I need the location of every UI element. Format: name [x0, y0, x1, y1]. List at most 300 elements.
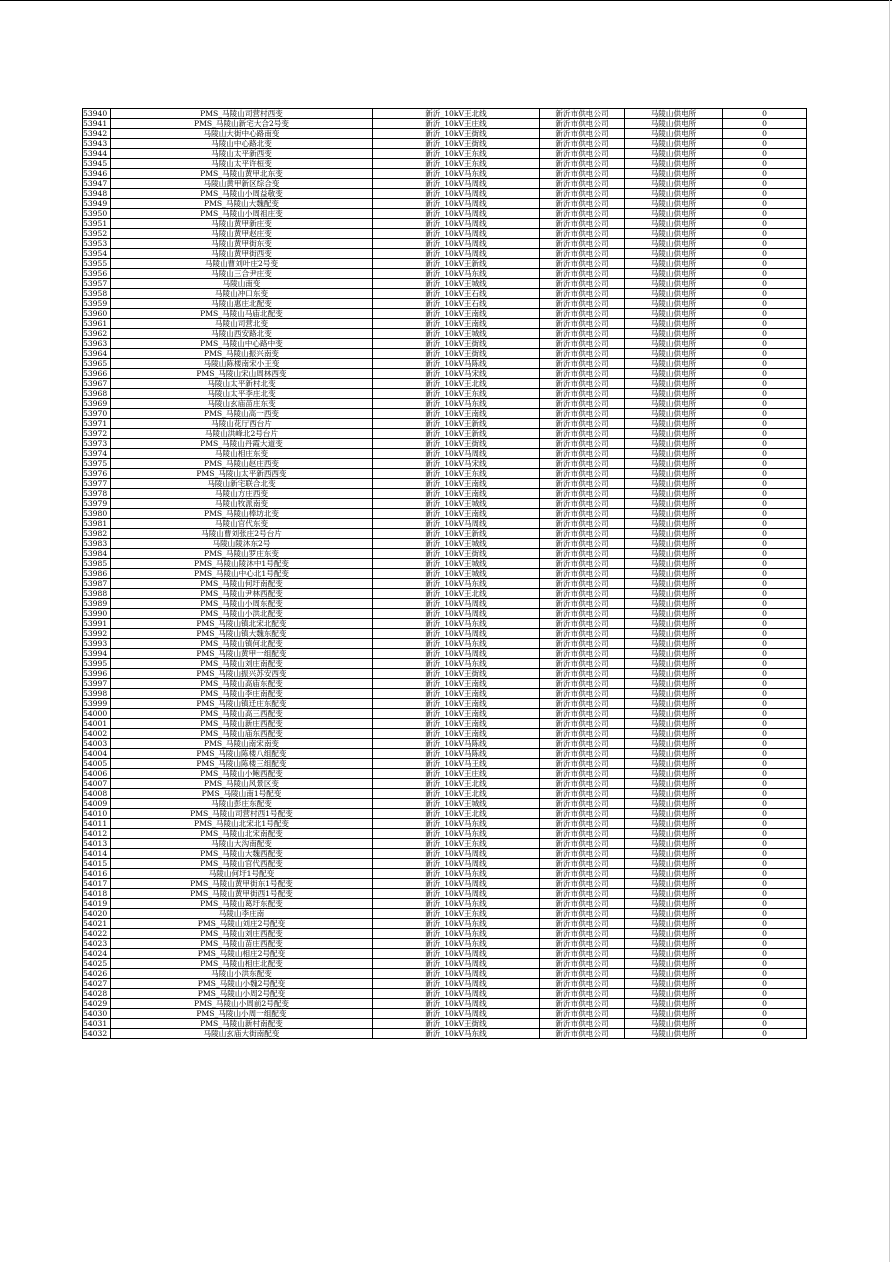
table-row: [83, 459, 807, 469]
value-cell: 0: [723, 539, 807, 549]
table-row: [83, 569, 807, 579]
feeder-line-cell: 新沂_10kV马周线: [373, 989, 540, 999]
power-station-cell: 马陵山供电所: [625, 559, 723, 569]
value-cell: 0: [723, 199, 807, 209]
value-cell: 0: [723, 639, 807, 649]
company-cell: 新沂市供电公司: [540, 129, 625, 139]
power-station-cell: 马陵山供电所: [625, 429, 723, 439]
row-id-cell: 53979: [83, 499, 111, 509]
company-cell: 新沂市供电公司: [540, 389, 625, 399]
power-station-cell: 马陵山供电所: [625, 869, 723, 879]
value-cell: 0: [723, 319, 807, 329]
value-cell: 0: [723, 409, 807, 419]
transformer-name-cell: PMS_马陵山陈楼八组配变: [111, 749, 373, 759]
transformer-name-cell: PMS_马陵山新庄西配变: [111, 719, 373, 729]
power-station-cell: 马陵山供电所: [625, 239, 723, 249]
power-station-cell: 马陵山供电所: [625, 949, 723, 959]
table-row: [83, 869, 807, 879]
value-cell: 0: [723, 599, 807, 609]
company-cell: 新沂市供电公司: [540, 949, 625, 959]
value-cell: 0: [723, 259, 807, 269]
row-id-cell: 53994: [83, 649, 111, 659]
feeder-line-cell: 新沂_10kV王城线: [373, 559, 540, 569]
power-station-cell: 马陵山供电所: [625, 799, 723, 809]
row-id-cell: 53989: [83, 599, 111, 609]
value-cell: 0: [723, 579, 807, 589]
feeder-line-cell: 新沂_10kV马周线: [373, 649, 540, 659]
feeder-line-cell: 新沂_10kV王石线: [373, 299, 540, 309]
company-cell: 新沂市供电公司: [540, 1009, 625, 1019]
row-id-cell: 53987: [83, 579, 111, 589]
row-id-cell: 53982: [83, 529, 111, 539]
company-cell: 新沂市供电公司: [540, 339, 625, 349]
row-id-cell: 54015: [83, 859, 111, 869]
value-cell: 0: [723, 699, 807, 709]
transformer-name-cell: PMS_马陵山司营村西1号配变: [111, 809, 373, 819]
company-cell: 新沂市供电公司: [540, 999, 625, 1009]
transformer-name-cell: PMS_马陵山陈楼三组配变: [111, 759, 373, 769]
transformer-name-cell: PMS_马陵山黄甲街西1号配变: [111, 889, 373, 899]
transformer-name-cell: 马陵山李庄南: [111, 909, 373, 919]
table-row: [83, 509, 807, 519]
transformer-name-cell: PMS_马陵山风景区变: [111, 779, 373, 789]
transformer-name-cell: 马陵山曹刘叶庄2号变: [111, 259, 373, 269]
power-station-cell: 马陵山供电所: [625, 879, 723, 889]
power-station-cell: 马陵山供电所: [625, 819, 723, 829]
feeder-line-cell: 新沂_10kV王北线: [373, 779, 540, 789]
transformer-name-cell: PMS_马陵山刘庄南配变: [111, 659, 373, 669]
feeder-line-cell: 新沂_10kV马东线: [373, 899, 540, 909]
transformer-name-cell: PMS_马陵山刘庄2号配变: [111, 919, 373, 929]
value-cell: 0: [723, 849, 807, 859]
feeder-line-cell: 新沂_10kV王庄线: [373, 769, 540, 779]
transformer-table: [82, 108, 807, 1039]
table-row: [83, 669, 807, 679]
transformer-name-cell: 马陵山太平许桓变: [111, 159, 373, 169]
row-id-cell: 54005: [83, 759, 111, 769]
feeder-line-cell: 新沂_10kV马周线: [373, 1009, 540, 1019]
value-cell: 0: [723, 189, 807, 199]
power-station-cell: 马陵山供电所: [625, 439, 723, 449]
company-cell: 新沂市供电公司: [540, 819, 625, 829]
power-station-cell: 马陵山供电所: [625, 489, 723, 499]
value-cell: 0: [723, 419, 807, 429]
power-station-cell: 马陵山供电所: [625, 589, 723, 599]
feeder-line-cell: 新沂_10kV王城线: [373, 499, 540, 509]
row-id-cell: 53955: [83, 259, 111, 269]
row-id-cell: 53966: [83, 369, 111, 379]
power-station-cell: 马陵山供电所: [625, 939, 723, 949]
table-row: [83, 819, 807, 829]
transformer-name-cell: PMS_马陵山赵庄西变: [111, 459, 373, 469]
table-row: [83, 959, 807, 969]
company-cell: 新沂市供电公司: [540, 669, 625, 679]
power-station-cell: 马陵山供电所: [625, 269, 723, 279]
table-row: [83, 1009, 807, 1019]
row-id-cell: 53974: [83, 449, 111, 459]
table-row: [83, 839, 807, 849]
row-id-cell: 53992: [83, 629, 111, 639]
company-cell: 新沂市供电公司: [540, 749, 625, 759]
transformer-name-cell: 马陵山黄甲赵庄变: [111, 229, 373, 239]
table-row: [83, 649, 807, 659]
feeder-line-cell: 新沂_10kV王北线: [373, 379, 540, 389]
table-row: [83, 979, 807, 989]
transformer-name-cell: PMS_马陵山小周前2号配变: [111, 999, 373, 1009]
company-cell: 新沂市供电公司: [540, 1029, 625, 1039]
row-id-cell: 54025: [83, 959, 111, 969]
power-station-cell: 马陵山供电所: [625, 359, 723, 369]
value-cell: 0: [723, 459, 807, 469]
value-cell: 0: [723, 519, 807, 529]
transformer-name-cell: PMS_马陵山镇何北配变: [111, 639, 373, 649]
table-row: [83, 739, 807, 749]
row-id-cell: 54012: [83, 829, 111, 839]
row-id-cell: 53968: [83, 389, 111, 399]
row-id-cell: 54021: [83, 919, 111, 929]
row-id-cell: 54007: [83, 779, 111, 789]
transformer-name-cell: PMS_马陵山葛圩东配变: [111, 899, 373, 909]
table-row: [83, 879, 807, 889]
power-station-cell: 马陵山供电所: [625, 459, 723, 469]
transformer-name-cell: 马陵山玄庙大街南配变: [111, 1029, 373, 1039]
table-row: [83, 479, 807, 489]
row-id-cell: 54024: [83, 949, 111, 959]
value-cell: 0: [723, 949, 807, 959]
table-row: [83, 589, 807, 599]
company-cell: 新沂市供电公司: [540, 189, 625, 199]
feeder-line-cell: 新沂_10kV王南线: [373, 409, 540, 419]
row-id-cell: 53988: [83, 589, 111, 599]
row-id-cell: 54014: [83, 849, 111, 859]
value-cell: 0: [723, 959, 807, 969]
feeder-line-cell: 新沂_10kV王街线: [373, 1019, 540, 1029]
power-station-cell: 马陵山供电所: [625, 599, 723, 609]
table-body: [83, 109, 807, 1039]
company-cell: 新沂市供电公司: [540, 969, 625, 979]
power-station-cell: 马陵山供电所: [625, 399, 723, 409]
value-cell: 0: [723, 429, 807, 439]
value-cell: 0: [723, 139, 807, 149]
value-cell: 0: [723, 919, 807, 929]
row-id-cell: 53947: [83, 179, 111, 189]
power-station-cell: 马陵山供电所: [625, 849, 723, 859]
company-cell: 新沂市供电公司: [540, 119, 625, 129]
feeder-line-cell: 新沂_10kV马周线: [373, 209, 540, 219]
value-cell: 0: [723, 1009, 807, 1019]
table-row: [83, 399, 807, 409]
power-station-cell: 马陵山供电所: [625, 539, 723, 549]
company-cell: 新沂市供电公司: [540, 359, 625, 369]
company-cell: 新沂市供电公司: [540, 709, 625, 719]
company-cell: 新沂市供电公司: [540, 849, 625, 859]
transformer-name-cell: PMS_马陵山司营村西变: [111, 109, 373, 119]
value-cell: 0: [723, 129, 807, 139]
value-cell: 0: [723, 679, 807, 689]
company-cell: 新沂市供电公司: [540, 739, 625, 749]
feeder-line-cell: 新沂_10kV马周线: [373, 179, 540, 189]
transformer-name-cell: PMS_马陵山宋山周林西变: [111, 369, 373, 379]
feeder-line-cell: 新沂_10kV王南线: [373, 679, 540, 689]
feeder-line-cell: 新沂_10kV王东线: [373, 159, 540, 169]
company-cell: 新沂市供电公司: [540, 769, 625, 779]
feeder-line-cell: 新沂_10kV王街线: [373, 669, 540, 679]
table-row: [83, 249, 807, 259]
value-cell: 0: [723, 179, 807, 189]
value-cell: 0: [723, 399, 807, 409]
feeder-line-cell: 新沂_10kV王南线: [373, 719, 540, 729]
table-row: [83, 989, 807, 999]
power-station-cell: 马陵山供电所: [625, 579, 723, 589]
value-cell: 0: [723, 119, 807, 129]
row-id-cell: 54001: [83, 719, 111, 729]
row-id-cell: 53993: [83, 639, 111, 649]
feeder-line-cell: 新沂_10kV马东线: [373, 399, 540, 409]
value-cell: 0: [723, 869, 807, 879]
row-id-cell: 53952: [83, 229, 111, 239]
power-station-cell: 马陵山供电所: [625, 979, 723, 989]
transformer-name-cell: 马陵山冲口东变: [111, 289, 373, 299]
feeder-line-cell: 新沂_10kV马周线: [373, 199, 540, 209]
transformer-name-cell: PMS_马陵山大魏西配变: [111, 849, 373, 859]
transformer-name-cell: PMS_马陵山大魏配变: [111, 199, 373, 209]
value-cell: 0: [723, 299, 807, 309]
row-id-cell: 53949: [83, 199, 111, 209]
row-id-cell: 53945: [83, 159, 111, 169]
feeder-line-cell: 新沂_10kV王南线: [373, 709, 540, 719]
transformer-name-cell: 马陵山大街中心路南变: [111, 129, 373, 139]
company-cell: 新沂市供电公司: [540, 809, 625, 819]
row-id-cell: 54013: [83, 839, 111, 849]
value-cell: 0: [723, 329, 807, 339]
company-cell: 新沂市供电公司: [540, 1019, 625, 1029]
power-station-cell: 马陵山供电所: [625, 809, 723, 819]
transformer-name-cell: PMS_马陵山中心路中变: [111, 339, 373, 349]
table-row: [83, 289, 807, 299]
transformer-name-cell: 马陵山黄甲新庄变: [111, 219, 373, 229]
feeder-line-cell: 新沂_10kV马周线: [373, 189, 540, 199]
company-cell: 新沂市供电公司: [540, 219, 625, 229]
transformer-name-cell: 马陵山小洪东配变: [111, 969, 373, 979]
row-id-cell: 54020: [83, 909, 111, 919]
transformer-name-cell: PMS_马陵山新村南配变: [111, 1019, 373, 1029]
row-id-cell: 53948: [83, 189, 111, 199]
table-row: [83, 579, 807, 589]
company-cell: 新沂市供电公司: [540, 489, 625, 499]
company-cell: 新沂市供电公司: [540, 659, 625, 669]
transformer-name-cell: PMS_马陵山小周祖庄变: [111, 209, 373, 219]
value-cell: 0: [723, 999, 807, 1009]
value-cell: 0: [723, 899, 807, 909]
transformer-name-cell: 马陵山黄甲街东变: [111, 239, 373, 249]
value-cell: 0: [723, 769, 807, 779]
feeder-line-cell: 新沂_10kV马周线: [373, 519, 540, 529]
company-cell: 新沂市供电公司: [540, 139, 625, 149]
feeder-line-cell: 新沂_10kV马周线: [373, 889, 540, 899]
value-cell: 0: [723, 789, 807, 799]
power-station-cell: 马陵山供电所: [625, 909, 723, 919]
power-station-cell: 马陵山供电所: [625, 179, 723, 189]
feeder-line-cell: 新沂_10kV王城线: [373, 569, 540, 579]
feeder-line-cell: 新沂_10kV王街线: [373, 549, 540, 559]
feeder-line-cell: 新沂_10kV马东线: [373, 819, 540, 829]
power-station-cell: 马陵山供电所: [625, 629, 723, 639]
feeder-line-cell: 新沂_10kV王南线: [373, 729, 540, 739]
transformer-name-cell: PMS_马陵山振兴苏安西变: [111, 669, 373, 679]
row-id-cell: 53980: [83, 509, 111, 519]
transformer-name-cell: PMS_马陵山马庙北配变: [111, 309, 373, 319]
power-station-cell: 马陵山供电所: [625, 829, 723, 839]
power-station-cell: 马陵山供电所: [625, 959, 723, 969]
table-row: [83, 939, 807, 949]
transformer-name-cell: PMS_马陵山南宋南变: [111, 739, 373, 749]
table-row: [83, 439, 807, 449]
transformer-name-cell: PMS_马陵山小周益敬变: [111, 189, 373, 199]
feeder-line-cell: 新沂_10kV王南线: [373, 479, 540, 489]
power-station-cell: 马陵山供电所: [625, 279, 723, 289]
value-cell: 0: [723, 379, 807, 389]
transformer-name-cell: PMS_马陵山相庄2号配变: [111, 949, 373, 959]
company-cell: 新沂市供电公司: [540, 479, 625, 489]
feeder-line-cell: 新沂_10kV王石线: [373, 289, 540, 299]
value-cell: 0: [723, 589, 807, 599]
power-station-cell: 马陵山供电所: [625, 839, 723, 849]
feeder-line-cell: 新沂_10kV马陈线: [373, 739, 540, 749]
value-cell: 0: [723, 669, 807, 679]
table-row: [83, 109, 807, 119]
power-station-cell: 马陵山供电所: [625, 199, 723, 209]
feeder-line-cell: 新沂_10kV王南线: [373, 489, 540, 499]
company-cell: 新沂市供电公司: [540, 319, 625, 329]
transformer-name-cell: PMS_马陵山尹林西配变: [111, 589, 373, 599]
transformer-name-cell: PMS_马陵山黄甲一组配变: [111, 649, 373, 659]
feeder-line-cell: 新沂_10kV王东线: [373, 839, 540, 849]
row-id-cell: 54016: [83, 869, 111, 879]
power-station-cell: 马陵山供电所: [625, 689, 723, 699]
value-cell: 0: [723, 469, 807, 479]
value-cell: 0: [723, 749, 807, 759]
company-cell: 新沂市供电公司: [540, 439, 625, 449]
power-station-cell: 马陵山供电所: [625, 759, 723, 769]
table-row: [83, 539, 807, 549]
row-id-cell: 53967: [83, 379, 111, 389]
power-station-cell: 马陵山供电所: [625, 309, 723, 319]
transformer-name-cell: PMS_马陵山小洪北配变: [111, 609, 373, 619]
transformer-name-cell: 马陵山玄庙苗庄东变: [111, 399, 373, 409]
company-cell: 新沂市供电公司: [540, 539, 625, 549]
row-id-cell: 54000: [83, 709, 111, 719]
company-cell: 新沂市供电公司: [540, 239, 625, 249]
transformer-name-cell: PMS_马陵山振兴南变: [111, 349, 373, 359]
value-cell: 0: [723, 109, 807, 119]
transformer-name-cell: PMS_马陵山南1号配变: [111, 789, 373, 799]
company-cell: 新沂市供电公司: [540, 719, 625, 729]
company-cell: 新沂市供电公司: [540, 899, 625, 909]
value-cell: 0: [723, 269, 807, 279]
company-cell: 新沂市供电公司: [540, 109, 625, 119]
value-cell: 0: [723, 509, 807, 519]
power-station-cell: 马陵山供电所: [625, 769, 723, 779]
value-cell: 0: [723, 889, 807, 899]
table-row: [83, 349, 807, 359]
feeder-line-cell: 新沂_10kV王北线: [373, 809, 540, 819]
power-station-cell: 马陵山供电所: [625, 259, 723, 269]
row-id-cell: 54032: [83, 1029, 111, 1039]
company-cell: 新沂市供电公司: [540, 429, 625, 439]
table-row: [83, 679, 807, 689]
power-station-cell: 马陵山供电所: [625, 999, 723, 1009]
feeder-line-cell: 新沂_10kV马周线: [373, 959, 540, 969]
table-row: [83, 909, 807, 919]
feeder-line-cell: 新沂_10kV王北线: [373, 109, 540, 119]
company-cell: 新沂市供电公司: [540, 299, 625, 309]
transformer-name-cell: PMS_马陵山何圩南配变: [111, 579, 373, 589]
value-cell: 0: [723, 559, 807, 569]
transformer-name-cell: 马陵山牧派南变: [111, 499, 373, 509]
value-cell: 0: [723, 339, 807, 349]
company-cell: 新沂市供电公司: [540, 409, 625, 419]
company-cell: 新沂市供电公司: [540, 229, 625, 239]
power-station-cell: 马陵山供电所: [625, 989, 723, 999]
transformer-name-cell: PMS_马陵山苗庄西配变: [111, 939, 373, 949]
feeder-line-cell: 新沂_10kV马宋线: [373, 369, 540, 379]
power-station-cell: 马陵山供电所: [625, 209, 723, 219]
value-cell: 0: [723, 149, 807, 159]
value-cell: 0: [723, 359, 807, 369]
feeder-line-cell: 新沂_10kV王南线: [373, 309, 540, 319]
row-id-cell: 54030: [83, 1009, 111, 1019]
row-id-cell: 53996: [83, 669, 111, 679]
value-cell: 0: [723, 689, 807, 699]
value-cell: 0: [723, 279, 807, 289]
power-station-cell: 马陵山供电所: [625, 929, 723, 939]
row-id-cell: 53965: [83, 359, 111, 369]
power-station-cell: 马陵山供电所: [625, 169, 723, 179]
company-cell: 新沂市供电公司: [540, 279, 625, 289]
value-cell: 0: [723, 839, 807, 849]
value-cell: 0: [723, 169, 807, 179]
transformer-name-cell: PMS_马陵山小周2号配变: [111, 989, 373, 999]
row-id-cell: 53961: [83, 319, 111, 329]
table-row: [83, 749, 807, 759]
power-station-cell: 马陵山供电所: [625, 739, 723, 749]
power-station-cell: 马陵山供电所: [625, 379, 723, 389]
company-cell: 新沂市供电公司: [540, 909, 625, 919]
power-station-cell: 马陵山供电所: [625, 609, 723, 619]
company-cell: 新沂市供电公司: [540, 789, 625, 799]
company-cell: 新沂市供电公司: [540, 689, 625, 699]
row-id-cell: 53951: [83, 219, 111, 229]
row-id-cell: 54004: [83, 749, 111, 759]
feeder-line-cell: 新沂_10kV王南线: [373, 319, 540, 329]
power-station-cell: 马陵山供电所: [625, 319, 723, 329]
company-cell: 新沂市供电公司: [540, 449, 625, 459]
power-station-cell: 马陵山供电所: [625, 669, 723, 679]
transformer-name-cell: PMS_马陵山高一西变: [111, 409, 373, 419]
company-cell: 新沂市供电公司: [540, 329, 625, 339]
power-station-cell: 马陵山供电所: [625, 299, 723, 309]
company-cell: 新沂市供电公司: [540, 799, 625, 809]
row-id-cell: 54031: [83, 1019, 111, 1029]
company-cell: 新沂市供电公司: [540, 159, 625, 169]
value-cell: 0: [723, 389, 807, 399]
power-station-cell: 马陵山供电所: [625, 229, 723, 239]
table-row: [83, 659, 807, 669]
value-cell: 0: [723, 729, 807, 739]
row-id-cell: 54003: [83, 739, 111, 749]
feeder-line-cell: 新沂_10kV马东线: [373, 579, 540, 589]
feeder-line-cell: 新沂_10kV王北线: [373, 589, 540, 599]
